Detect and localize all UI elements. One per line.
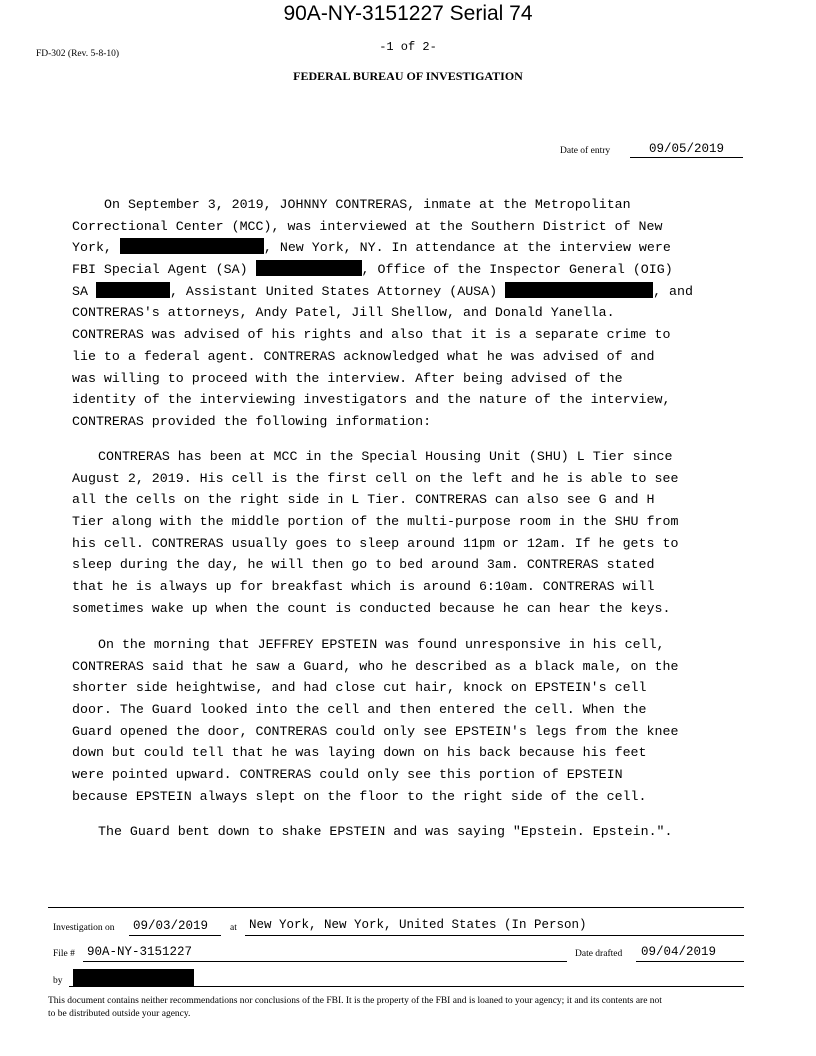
text-line: Guard opened the door, CONTRERAS could only see EPSTEIN's legs from the knee <box>72 723 679 739</box>
file-number: 90A-NY-3151227 <box>87 945 193 959</box>
text-line: shorter side heightwise, and had close cut hair, knock on EPSTEIN's cell <box>72 680 647 696</box>
text-line: sometimes wake up when the count is conducted because he can hear the keys. <box>72 600 671 616</box>
text-line <box>72 237 752 259</box>
redaction-block <box>73 969 194 986</box>
paragraph-1 <box>72 194 752 433</box>
redaction-block <box>120 238 264 254</box>
text-line: was willing to proceed with the interview. After being advised of the <box>72 370 623 386</box>
by-underline <box>69 986 744 987</box>
text-line: because EPSTEIN always slept on the floor to the right side of the cell. <box>72 788 647 804</box>
text-line: On September 3, 2019, JOHNNY CONTRERAS, inmate at the Metropolitan <box>104 197 631 212</box>
text-line: door. The Guard looked into the cell and then entered the cell. When the <box>72 702 647 718</box>
file-number-label: File # <box>53 949 75 959</box>
text-line: Tier along with the middle portion of the multi-purpose room in the SHU from <box>72 514 679 530</box>
agency-title: FEDERAL BUREAU OF INVESTIGATION <box>293 69 523 83</box>
redaction-block <box>505 282 653 298</box>
text-line: lie to a federal agent. CONTRERAS acknowledged what he was advised of and <box>72 348 655 364</box>
date-of-entry-label: Date of entry <box>560 146 611 156</box>
text-line: August 2, 2019. His cell is the first cell on the left and he is able to see <box>72 470 679 486</box>
text-line: CONTRERAS provided the following information: <box>72 413 432 429</box>
page-number: -1 of 2- <box>379 40 437 54</box>
text-segment: York, <box>72 240 120 256</box>
form-number: FD-302 (Rev. 5-8-10) <box>36 49 120 59</box>
text-line: CONTRERAS has been at MCC in the Special Housing Unit (SHU) L Tier since <box>98 449 673 464</box>
text-segment: SA <box>72 283 96 299</box>
text-line: that he is always up for breakfast which is around 6:10am. CONTRERAS will <box>72 579 655 595</box>
text-segment: , Office of the Inspector General (OIG) <box>361 262 673 278</box>
date-drafted-label: Date drafted <box>575 949 623 959</box>
text-line: On the morning that JEFFREY EPSTEIN was found unresponsive in his cell, <box>98 637 665 652</box>
redaction-block <box>96 282 170 298</box>
location-underline <box>245 935 744 936</box>
paragraph-4 <box>72 821 752 843</box>
text-segment: FBI Special Agent (SA) <box>72 262 256 278</box>
text-line: sleep during the day, he will then go to bed around 3am. CONTRERAS stated <box>72 557 655 573</box>
date-of-entry-value: 09/05/2019 <box>630 143 743 158</box>
text-line: CONTRERAS was advised of his rights and also that it is a separate crime to <box>72 327 671 343</box>
text-line: The Guard bent down to shake EPSTEIN and was saying "Epstein. Epstein.". <box>98 824 673 839</box>
investigation-on-label: Investigation on <box>53 923 115 933</box>
paragraph-2 <box>72 446 752 620</box>
disclaimer-line: This document contains neither recommendations nor conclusions of the FBI. It is the property of the FBI and is loaned to your agency; it and its contents are not <box>48 996 662 1006</box>
text-line: all the cells on the right side in L Tier. CONTRERAS can also see G and H <box>72 492 655 508</box>
redaction-block <box>256 260 362 276</box>
footer-top-rule <box>48 907 744 908</box>
at-label: at <box>230 923 237 933</box>
text-line: CONTRERAS's attorneys, Andy Patel, Jill Shellow, and Donald Yanella. <box>72 305 615 321</box>
text-segment: , and <box>653 283 693 299</box>
disclaimer-line: to be distributed outside your agency. <box>48 1009 191 1019</box>
text-line <box>72 281 752 303</box>
investigation-date: 09/03/2019 <box>133 919 209 933</box>
investigation-date-underline <box>129 935 221 936</box>
serial-header: 90A-NY-3151227 Serial 74 <box>283 2 533 25</box>
investigation-location: New York, New York, United States (In Person) <box>249 918 587 932</box>
text-segment: , Assistant United States Attorney (AUSA) <box>169 283 506 299</box>
text-line: were pointed upward. CONTRERAS could only see this portion of EPSTEIN <box>72 767 623 783</box>
text-line: down but could tell that he was laying down on his back because his feet <box>72 745 647 761</box>
text-line <box>72 259 752 281</box>
date-drafted-underline <box>636 961 744 962</box>
date-drafted: 09/04/2019 <box>641 945 717 959</box>
text-line: Correctional Center (MCC), was interviewed at the Southern District of New <box>72 218 663 234</box>
by-label: by <box>53 976 63 986</box>
text-line: identity of the interviewing investigators and the nature of the interview, <box>72 392 671 408</box>
paragraph-3 <box>72 634 752 808</box>
file-number-underline <box>83 961 567 962</box>
text-line: CONTRERAS said that he saw a Guard, who he described as a black male, on the <box>72 658 679 674</box>
text-segment: , New York, NY. In attendance at the interview were <box>263 240 671 256</box>
disclaimer <box>48 995 748 1021</box>
text-line: his cell. CONTRERAS usually goes to sleep around 11pm or 12am. If he gets to <box>72 535 679 551</box>
